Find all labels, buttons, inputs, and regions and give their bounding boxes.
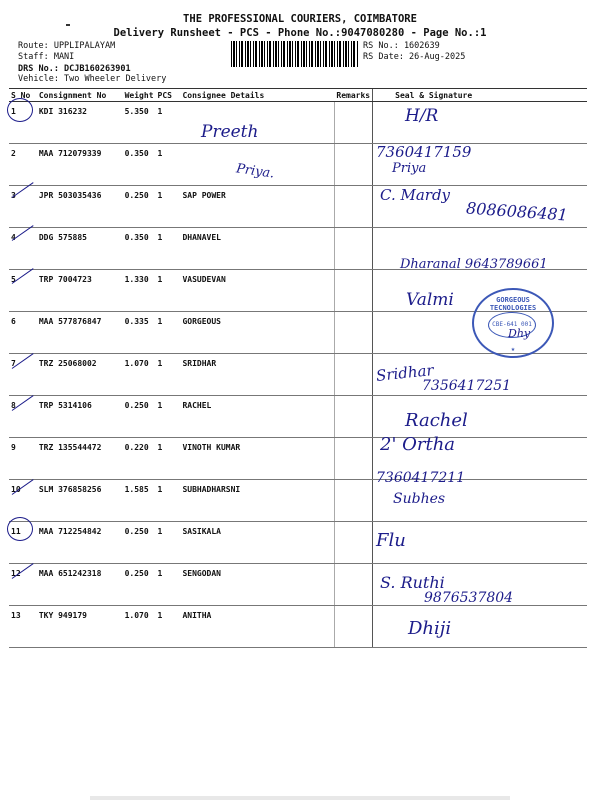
row-remarks	[334, 144, 372, 186]
row-pcs: 1	[156, 354, 181, 396]
row-remarks	[334, 438, 372, 480]
rs-number: RS No.: 1602639	[363, 41, 440, 51]
row-consignee: RACHEL	[180, 396, 334, 438]
row-weight: 5.350	[123, 102, 156, 144]
row-weight: 0.220	[123, 438, 156, 480]
row-remarks	[334, 564, 372, 606]
row-seal-signature	[373, 606, 587, 648]
scan-edge	[90, 796, 510, 800]
row-consignment-no: TRZ 135544472	[37, 438, 123, 480]
row-consignee: VINOTH KUMAR	[180, 438, 334, 480]
row-consignment-no: MAA 712079339	[37, 144, 123, 186]
row-sno: 9	[9, 438, 37, 480]
row-pcs: 1	[156, 564, 181, 606]
row-remarks	[334, 354, 372, 396]
row-weight: 0.335	[123, 312, 156, 354]
row-consignee: SASIKALA	[180, 522, 334, 564]
row-consignee: VASUDEVAN	[180, 270, 334, 312]
row-weight: 1.070	[123, 606, 156, 648]
row-pcs: 1	[156, 438, 181, 480]
row-consignment-no: SLM 376858256	[37, 480, 123, 522]
row-consignment-no: DDG 575885	[37, 228, 123, 270]
row-consignee: SAP POWER	[180, 186, 334, 228]
row-sno: 11	[9, 522, 37, 564]
handwritten-name: Priya.	[235, 161, 276, 182]
row-pcs: 1	[156, 312, 181, 354]
row-consignment-no: TRZ 25068002	[37, 354, 123, 396]
row-consignee: GORGEOUS	[180, 312, 334, 354]
row-sno: 1	[9, 102, 37, 144]
row-pcs: 1	[156, 228, 181, 270]
row-consignment-no: TRP 7004723	[37, 270, 123, 312]
runsheet-table	[9, 88, 587, 648]
row-sno: 5	[9, 270, 37, 312]
row-remarks	[334, 186, 372, 228]
company-title: THE PROFESSIONAL COURIERS, COIMBATORE	[183, 13, 417, 25]
row-pcs: 1	[156, 606, 181, 648]
rs-date: RS Date: 26-Aug-2025	[363, 52, 466, 62]
row-pcs: 1	[156, 480, 181, 522]
table-row	[9, 522, 587, 564]
row-pcs: 1	[156, 144, 181, 186]
row-consignment-no: MAA 577876847	[37, 312, 123, 354]
col-remarks: Remarks	[334, 89, 372, 102]
row-sno: 12	[9, 564, 37, 606]
handwritten-name: Preeth	[201, 122, 259, 142]
row-remarks	[334, 102, 372, 144]
table-row	[9, 606, 587, 648]
row-consignment-no: MAA 712254842	[37, 522, 123, 564]
row-pcs: 1	[156, 396, 181, 438]
signature: Subhes	[393, 491, 446, 507]
row-sno: 7	[9, 354, 37, 396]
row-pcs: 1	[156, 102, 181, 144]
col-consignment: Consignment No	[37, 89, 123, 102]
row-remarks	[334, 312, 372, 354]
row-remarks	[334, 522, 372, 564]
col-weight: Weight	[124, 90, 154, 100]
signature: Sridhar	[375, 361, 435, 385]
signature: Dharanal 9643789661	[400, 257, 548, 272]
row-consignment-no: TRP 5314106	[37, 396, 123, 438]
row-consignee: SENGODAN	[180, 564, 334, 606]
row-remarks	[334, 228, 372, 270]
row-weight: 1.330	[123, 270, 156, 312]
serial-circle-mark	[7, 517, 33, 541]
route-label: Route: UPPLIPALAYAM	[18, 41, 116, 51]
row-consignment-no: TKY 949179	[37, 606, 123, 648]
table-row	[9, 144, 587, 186]
drs-number: DRS No.: DCJB160263901	[18, 64, 131, 74]
row-consignment-no: MAA 651242318	[37, 564, 123, 606]
signature: 7360417159	[376, 143, 472, 161]
signature: 9876537804	[424, 590, 514, 606]
signature: 7360417211	[376, 470, 466, 486]
signature: Dhy	[508, 327, 531, 340]
row-consignment-no: KDI 316232	[37, 102, 123, 144]
signature: Rachel	[405, 410, 468, 431]
row-sno: 3	[9, 186, 37, 228]
row-sno: 13	[9, 606, 37, 648]
row-consignee: ANITHA	[180, 606, 334, 648]
signature: 2' Ortha	[380, 434, 456, 455]
row-sno: 2	[9, 144, 37, 186]
row-weight: 0.250	[123, 564, 156, 606]
row-weight: 1.585	[123, 480, 156, 522]
row-pcs: 1	[156, 186, 181, 228]
table-row	[9, 102, 587, 144]
table-row	[9, 396, 587, 438]
row-weight: 0.250	[123, 186, 156, 228]
row-weight: 0.350	[123, 144, 156, 186]
col-consignee: Consignee Details	[180, 89, 334, 102]
col-pcs: PCS	[156, 89, 181, 102]
staff-label: Staff: MANI	[18, 52, 75, 62]
col-sno: S No	[9, 89, 37, 102]
row-remarks	[334, 480, 372, 522]
row-consignee: SRIDHAR	[180, 354, 334, 396]
signature: Dhiji	[408, 618, 452, 639]
runsheet-title: Delivery Runsheet - PCS - Phone No.:9047080280 - Page No.:1	[113, 27, 487, 39]
table-row	[9, 480, 587, 522]
row-consignment-no: JPR 503035436	[37, 186, 123, 228]
row-sno: 6	[9, 312, 37, 354]
row-weight: 0.350	[123, 228, 156, 270]
row-weight: 1.070	[123, 354, 156, 396]
barcode	[231, 41, 359, 67]
row-pcs: 1	[156, 270, 181, 312]
signature: 8086086481	[465, 198, 569, 225]
row-consignee: DHANAVEL	[180, 228, 334, 270]
signature: H/R	[405, 106, 439, 126]
row-weight: 0.250	[123, 522, 156, 564]
signature: Priya	[392, 161, 427, 176]
signature: Valmi	[406, 290, 454, 310]
row-sno: 4	[9, 228, 37, 270]
table-row	[9, 438, 587, 480]
row-sno: 10	[9, 480, 37, 522]
signature: S. Ruthi	[380, 573, 445, 592]
signature: C. Mardy	[380, 186, 451, 204]
row-pcs: 1	[156, 522, 181, 564]
row-remarks	[334, 270, 372, 312]
serial-circle-mark	[7, 98, 33, 122]
row-sno: 8	[9, 396, 37, 438]
company-stamp: GORGEOUS TECNOLOGIES CBE-641 001 ★	[472, 288, 554, 358]
col-seal-signature: Seal & Signature	[373, 89, 587, 102]
row-consignee: SUBHADHARSNI	[180, 480, 334, 522]
vehicle-label: Vehicle: Two Wheeler Delivery	[18, 74, 167, 84]
signature: 7356417251	[422, 378, 512, 394]
row-weight: 0.250	[123, 396, 156, 438]
row-remarks	[334, 396, 372, 438]
signature: Flu	[376, 530, 406, 551]
table-header-row	[9, 89, 587, 102]
row-remarks	[334, 606, 372, 648]
